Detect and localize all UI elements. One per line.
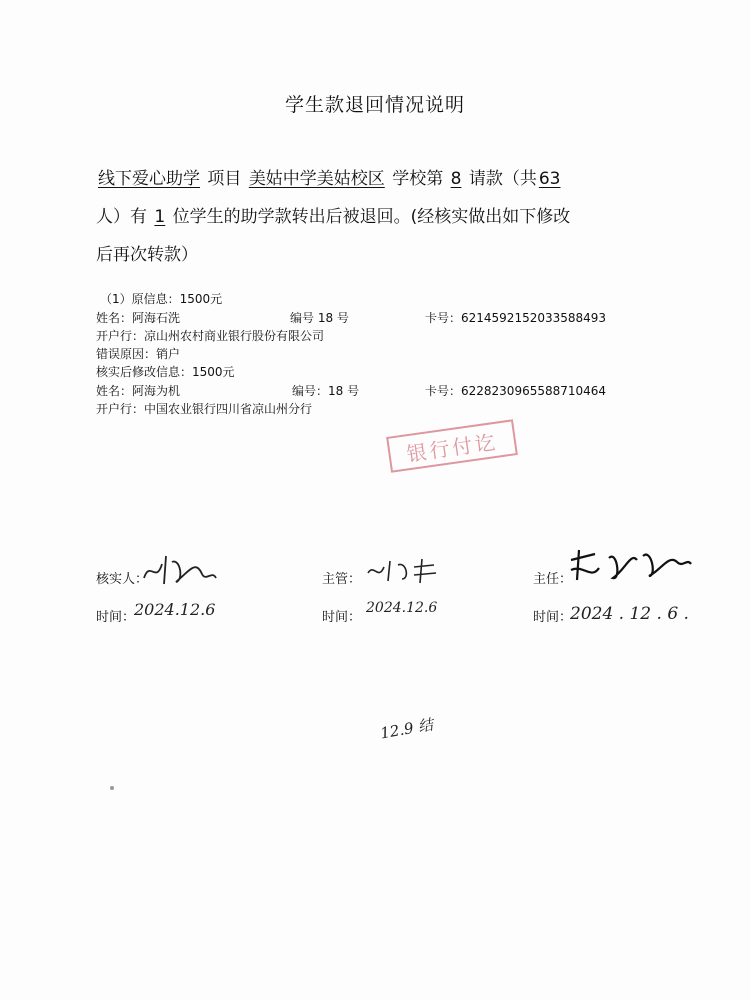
program-name: 线下爱心助学	[98, 169, 200, 189]
time-label-2: 时间：	[322, 610, 362, 625]
project-label: 项目	[207, 169, 242, 189]
date-director: 2024 . 12 . 6 .	[570, 604, 689, 624]
time-label-1: 时间：	[96, 610, 136, 625]
corrected-number: 编号：18 号	[292, 384, 360, 398]
corrected-bank: 开户行：中国农业银行四川省凉山州分行	[96, 402, 313, 416]
page-title: 学生款退回情况说明	[284, 94, 465, 116]
school-name: 美姑中学美姑校区	[248, 169, 385, 189]
original-heading: （1）原信息：1500元	[100, 292, 223, 306]
corrected-name: 姓名：阿海为机	[96, 384, 181, 398]
supervisor-signature	[364, 555, 444, 587]
intro-paragraph	[96, 160, 656, 274]
supervisor-label: 主管：	[322, 572, 362, 587]
original-card: 卡号：6214592152033588493	[425, 311, 607, 325]
director-signature	[565, 540, 695, 588]
corrected-card: 卡号：6228230965588710464	[425, 384, 607, 398]
batch-suffix: 请款（共	[468, 169, 537, 189]
original-name: 姓名：阿海石洗	[96, 311, 181, 325]
corrected-heading: 核实后修改信息：1500元	[96, 365, 235, 379]
error-reason: 错误原因：销户	[96, 347, 181, 361]
school-suffix: 学校第	[392, 169, 444, 189]
date-supervisor: 2024.12.6	[366, 600, 438, 616]
bank-paid-stamp	[386, 419, 518, 472]
scan-speck	[110, 786, 114, 790]
line3: 后再次转款）	[96, 245, 198, 265]
returned-count: 1	[154, 207, 166, 227]
line2-prefix: 人）有	[96, 207, 147, 227]
verifier-label: 核实人：	[96, 572, 149, 587]
date-verifier: 2024.12.6	[134, 600, 216, 619]
verifier-signature	[140, 550, 220, 590]
director-label: 主任：	[533, 572, 573, 587]
line2-suffix: 位学生的助学款转出后被退回。(经核实做出如下修改	[172, 207, 571, 227]
settlement-note: 12.9 结	[378, 715, 435, 743]
batch-number: 8	[450, 169, 462, 189]
total-count: 63	[538, 169, 561, 189]
original-number: 编号 18 号	[290, 311, 349, 325]
time-label-3: 时间：	[533, 610, 573, 625]
original-bank: 开户行：凉山州农村商业银行股份有限公司	[96, 329, 325, 343]
stamp-text: 银行付讫	[404, 429, 500, 466]
